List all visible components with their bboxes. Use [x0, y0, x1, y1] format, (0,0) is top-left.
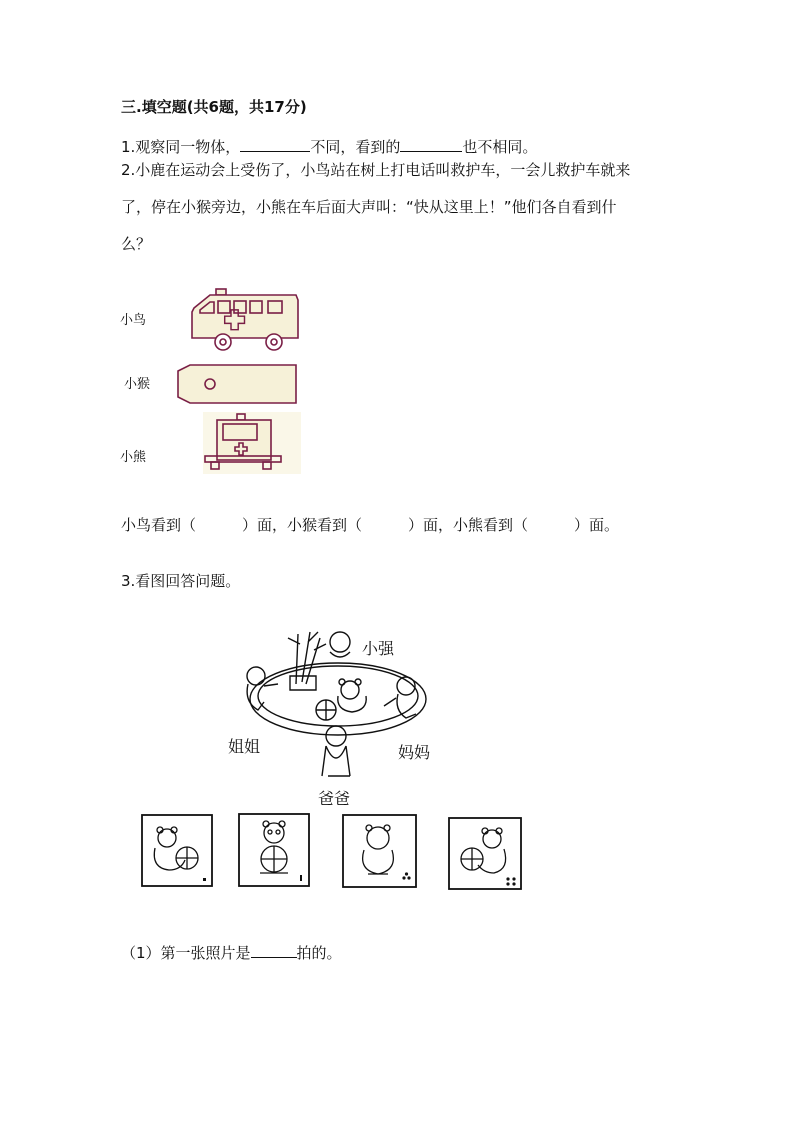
q3-heading: 3.看图回答问题。	[121, 572, 241, 590]
ambulance-side-view	[188, 286, 303, 356]
answer-end: ）面。	[574, 516, 620, 534]
label-mama: 妈妈	[398, 743, 431, 762]
answer-bird: 小鸟看到（	[121, 516, 197, 534]
q1-text-1: 1.观察同一物体，	[121, 138, 241, 156]
label-monkey: 小猴	[124, 377, 151, 392]
photo-2	[238, 813, 310, 887]
answer-monkey: ）面，小猴看到（	[242, 516, 363, 534]
ambulance-roof-view	[176, 363, 300, 405]
label-bird: 小鸟	[120, 313, 147, 328]
q2-line-1: 2.小鹿在运动会上受伤了，小鸟站在树上打电话叫救护车，一会儿救护车就来	[121, 161, 631, 179]
q3-sub-1-blank[interactable]	[251, 943, 297, 958]
q1-blank-2[interactable]	[400, 137, 462, 152]
photo-4	[448, 817, 522, 890]
q2-line-2: 了，停在小猴旁边，小熊在车后面大声叫：“快从这里上！”他们各自看到什	[121, 198, 617, 216]
q3-sub-1-suffix: 拍的。	[296, 944, 342, 962]
q3-sub-1-prefix: （1）第一张照片是	[121, 944, 251, 962]
photo-1	[141, 814, 213, 887]
q1-text-3: 也不相同。	[462, 138, 538, 156]
label-jiejie: 姐姐	[228, 737, 261, 756]
question-1	[121, 136, 537, 157]
q1-text-2: 不同，看到的	[310, 138, 401, 156]
q1-blank-1[interactable]	[240, 137, 310, 152]
q3-sub-1	[121, 942, 342, 963]
label-bear: 小熊	[120, 450, 147, 465]
q2-line-3: 么？	[121, 235, 152, 253]
q2-answer-line	[121, 514, 619, 535]
ambulance-back-view	[203, 412, 301, 474]
photo-3	[342, 814, 417, 888]
label-baba: 爸爸	[318, 789, 351, 808]
section-title: 三.填空题(共6题，共17分)	[121, 98, 307, 116]
answer-bear: ）面，小熊看到（	[408, 516, 529, 534]
label-xiaoqiang: 小强	[362, 639, 395, 658]
